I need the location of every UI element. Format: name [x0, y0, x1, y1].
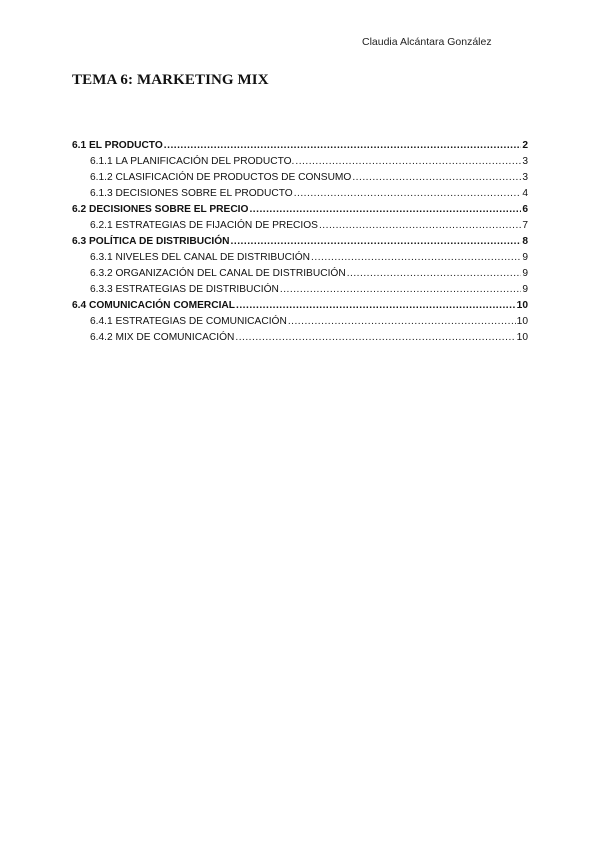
- toc-entry[interactable]: [72, 316, 528, 332]
- toc-entry-page: 10: [516, 332, 528, 343]
- toc-entry-label: 6.1.2 CLASIFICACIÓN DE PRODUCTOS DE CONSUMO: [90, 172, 352, 183]
- toc-dot-leader: [236, 300, 516, 311]
- toc-entry-label: 6.4.2 MIX DE COMUNICACIÓN: [90, 332, 235, 343]
- toc-entry[interactable]: [72, 284, 528, 300]
- toc-entry-label: 6.1 EL PRODUCTO: [72, 140, 163, 151]
- toc-entry-page: 7: [522, 220, 528, 231]
- toc-entry-label: 6.3 POLÍTICA DE DISTRIBUCIÓN: [72, 236, 230, 247]
- toc-entry-label: 6.4.1 ESTRATEGIAS DE COMUNICACIÓN: [90, 316, 287, 327]
- toc-dot-leader: [295, 156, 521, 167]
- toc-dot-leader: [347, 268, 522, 279]
- toc-entry-page: 6: [522, 204, 528, 215]
- toc-entry[interactable]: [72, 252, 528, 268]
- toc-entry-page: 10: [516, 316, 528, 327]
- toc-entry-page: 2: [522, 140, 528, 151]
- toc-entry-label: 6.1.3 DECISIONES SOBRE EL PRODUCTO: [90, 188, 293, 199]
- toc-dot-leader: [319, 220, 521, 231]
- toc-entry-label: 6.3.1 NIVELES DEL CANAL DE DISTRIBUCIÓN: [90, 252, 311, 263]
- toc-entry[interactable]: [72, 156, 528, 172]
- toc-dot-leader: [280, 284, 521, 295]
- header-author: Claudia Alcántara González: [362, 36, 492, 48]
- toc-entry-page: 4: [522, 188, 528, 199]
- toc-dot-leader: [352, 172, 521, 183]
- toc-entry[interactable]: [72, 268, 528, 284]
- toc-entry-page: 10: [516, 300, 528, 311]
- toc-entry-page: 3: [522, 156, 528, 167]
- toc-dot-leader: [249, 204, 521, 215]
- toc-entry[interactable]: [72, 140, 528, 156]
- toc-entry-label: 6.4 COMUNICACIÓN COMERCIAL: [72, 300, 236, 311]
- toc-entry-page: 8: [522, 236, 528, 247]
- toc-dot-leader: [294, 188, 522, 199]
- toc-entry-label: 6.2 DECISIONES SOBRE EL PRECIO: [72, 204, 249, 215]
- table-of-contents: [72, 140, 528, 348]
- toc-dot-leader: [164, 140, 522, 151]
- toc-dot-leader: [288, 316, 516, 327]
- toc-entry[interactable]: [72, 188, 528, 204]
- toc-entry-page: 9: [522, 252, 528, 263]
- toc-dot-leader: [311, 252, 521, 263]
- toc-entry-page: 3: [522, 172, 528, 183]
- toc-entry[interactable]: [72, 172, 528, 188]
- toc-entry[interactable]: [72, 332, 528, 348]
- toc-entry[interactable]: [72, 220, 528, 236]
- toc-entry[interactable]: [72, 300, 528, 316]
- toc-dot-leader: [231, 236, 522, 247]
- toc-dot-leader: [235, 332, 515, 343]
- toc-entry[interactable]: [72, 236, 528, 252]
- toc-entry-page: 9: [522, 268, 528, 279]
- toc-entry[interactable]: [72, 204, 528, 220]
- document-title: TEMA 6: MARKETING MIX: [72, 72, 269, 88]
- toc-entry-label: 6.3.2 ORGANIZACIÓN DEL CANAL DE DISTRIBUCIÓN: [90, 268, 346, 279]
- toc-entry-page: 9: [522, 284, 528, 295]
- toc-entry-label: 6.3.3 ESTRATEGIAS DE DISTRIBUCIÓN: [90, 284, 279, 295]
- toc-entry-label: 6.1.1 LA PLANIFICACIÓN DEL PRODUCTO.: [90, 156, 295, 167]
- toc-entry-label: 6.2.1 ESTRATEGIAS DE FIJACIÓN DE PRECIOS: [90, 220, 318, 231]
